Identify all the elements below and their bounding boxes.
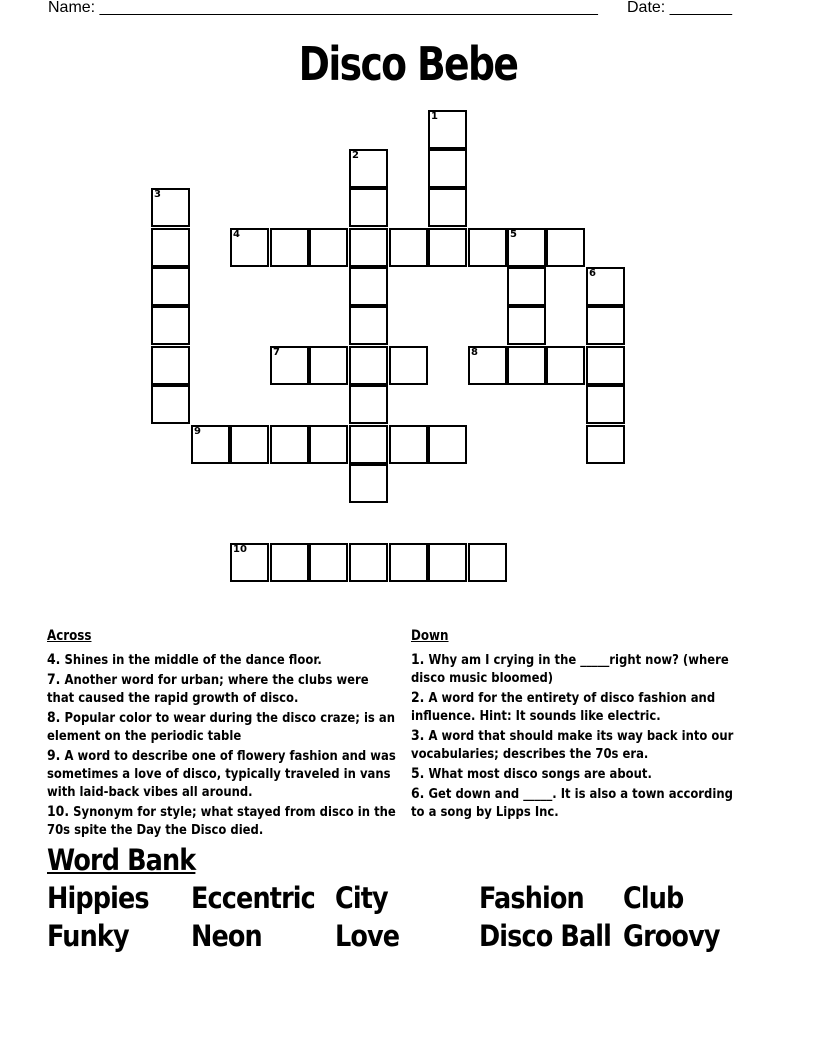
clue-number: 8 [471, 347, 478, 358]
word-bank-item: Love [335, 919, 400, 953]
crossword-cell[interactable] [270, 425, 309, 464]
crossword-cell[interactable] [428, 228, 467, 267]
crossword-cell[interactable] [270, 543, 309, 582]
crossword-cell[interactable] [428, 110, 467, 149]
crossword-cell[interactable] [309, 543, 348, 582]
crossword-cell[interactable] [349, 228, 388, 267]
crossword-cell[interactable] [349, 346, 388, 385]
down-clue: 6. Get down and _____. It is also a town according to a song by Lipps Inc. [411, 786, 733, 820]
crossword-cell[interactable] [546, 228, 585, 267]
crossword-cell[interactable] [151, 385, 190, 424]
crossword-cell[interactable] [230, 425, 269, 464]
clue-number: 4 [233, 229, 240, 240]
crossword-cell[interactable] [507, 306, 546, 345]
across-clue: 9. A word to describe one of flowery fashion and was sometimes a love of disco, typically traveled in vans with laid-back vibes all around. [47, 748, 396, 800]
crossword-cell[interactable] [468, 228, 507, 267]
crossword-cell[interactable] [349, 149, 388, 188]
crossword-cell[interactable] [586, 267, 625, 306]
clue-number: 5 [510, 229, 517, 240]
across-clue: 8. Popular color to wear during the disco craze; is an element on the periodic table [47, 710, 395, 744]
crossword-cell[interactable] [349, 267, 388, 306]
crossword-cell[interactable] [507, 228, 546, 267]
crossword-cell[interactable] [309, 346, 348, 385]
down-clue-list [411, 651, 746, 823]
down-clue: 3. A word that should make its way back into our vocabularies; describes the 70s era. [411, 728, 734, 762]
word-bank-item: Groovy [623, 919, 720, 953]
across-clue: 10. Synonym for style; what stayed from disco in the 70s spite the Day the Disco died. [47, 804, 396, 838]
crossword-cell[interactable] [191, 425, 230, 464]
page-title: Disco Bebe [298, 37, 518, 91]
crossword-cell[interactable] [586, 385, 625, 424]
crossword-cell[interactable] [270, 228, 309, 267]
word-bank-item: Eccentric [191, 881, 315, 915]
clue-number: 2 [352, 150, 359, 161]
crossword-cell[interactable] [389, 425, 428, 464]
crossword-cell[interactable] [151, 188, 190, 227]
crossword-cell[interactable] [309, 228, 348, 267]
crossword-cell[interactable] [507, 267, 546, 306]
word-bank-item: Funky [47, 919, 129, 953]
clue-number: 3 [154, 189, 161, 200]
word-bank-item: Hippies [47, 881, 149, 915]
across-heading: Across [47, 628, 92, 644]
word-bank-item: Neon [191, 919, 262, 953]
crossword-cell[interactable] [230, 228, 269, 267]
crossword-cell[interactable] [230, 543, 269, 582]
name-field-label: Name: ________________________________________________________ [48, 0, 598, 16]
clue-number: 1 [431, 111, 438, 122]
crossword-cell[interactable] [428, 425, 467, 464]
across-clue: 4. Shines in the middle of the dance floor. [47, 652, 322, 668]
crossword-cell[interactable] [349, 425, 388, 464]
crossword-cell[interactable] [389, 228, 428, 267]
crossword-cell[interactable] [507, 346, 546, 385]
crossword-cell[interactable] [270, 346, 309, 385]
clue-number: 7 [273, 347, 280, 358]
across-clue-list [47, 651, 400, 841]
crossword-cell[interactable] [151, 346, 190, 385]
crossword-cell[interactable] [151, 267, 190, 306]
crossword-cell[interactable] [349, 188, 388, 227]
crossword-cell[interactable] [349, 385, 388, 424]
word-bank-title: Word Bank [47, 843, 196, 877]
word-bank-item: City [335, 881, 388, 915]
crossword-cell[interactable] [389, 543, 428, 582]
word-bank-item: Fashion [479, 881, 584, 915]
crossword-cell[interactable] [349, 306, 388, 345]
word-bank-item: Disco Ball [479, 919, 612, 953]
down-heading: Down [411, 628, 449, 644]
crossword-cell[interactable] [309, 425, 348, 464]
crossword-cell[interactable] [546, 346, 585, 385]
crossword-cell[interactable] [586, 346, 625, 385]
crossword-cell[interactable] [586, 306, 625, 345]
down-clue: 2. A word for the entirety of disco fashion and influence. Hint: It sounds like electric. [411, 690, 716, 724]
word-bank-item: Club [623, 881, 684, 915]
crossword-cell[interactable] [428, 543, 467, 582]
clue-number: 10 [233, 544, 247, 555]
clue-number: 6 [589, 268, 596, 279]
crossword-cell[interactable] [586, 425, 625, 464]
crossword-cell[interactable] [349, 543, 388, 582]
down-clue: 5. What most disco songs are about. [411, 766, 652, 782]
crossword-cell[interactable] [349, 464, 388, 503]
across-clue: 7. Another word for urban; where the clubs were that caused the rapid growth of disco. [47, 672, 369, 706]
clue-number: 9 [194, 426, 201, 437]
date-field-label: Date: _______ [627, 0, 732, 16]
crossword-cell[interactable] [389, 346, 428, 385]
crossword-cell[interactable] [468, 543, 507, 582]
crossword-cell[interactable] [151, 228, 190, 267]
down-clue: 1. Why am I crying in the _____right now? (where disco music bloomed) [411, 652, 729, 686]
crossword-cell[interactable] [428, 149, 467, 188]
crossword-cell[interactable] [151, 306, 190, 345]
crossword-cell[interactable] [468, 346, 507, 385]
crossword-cell[interactable] [428, 188, 467, 227]
